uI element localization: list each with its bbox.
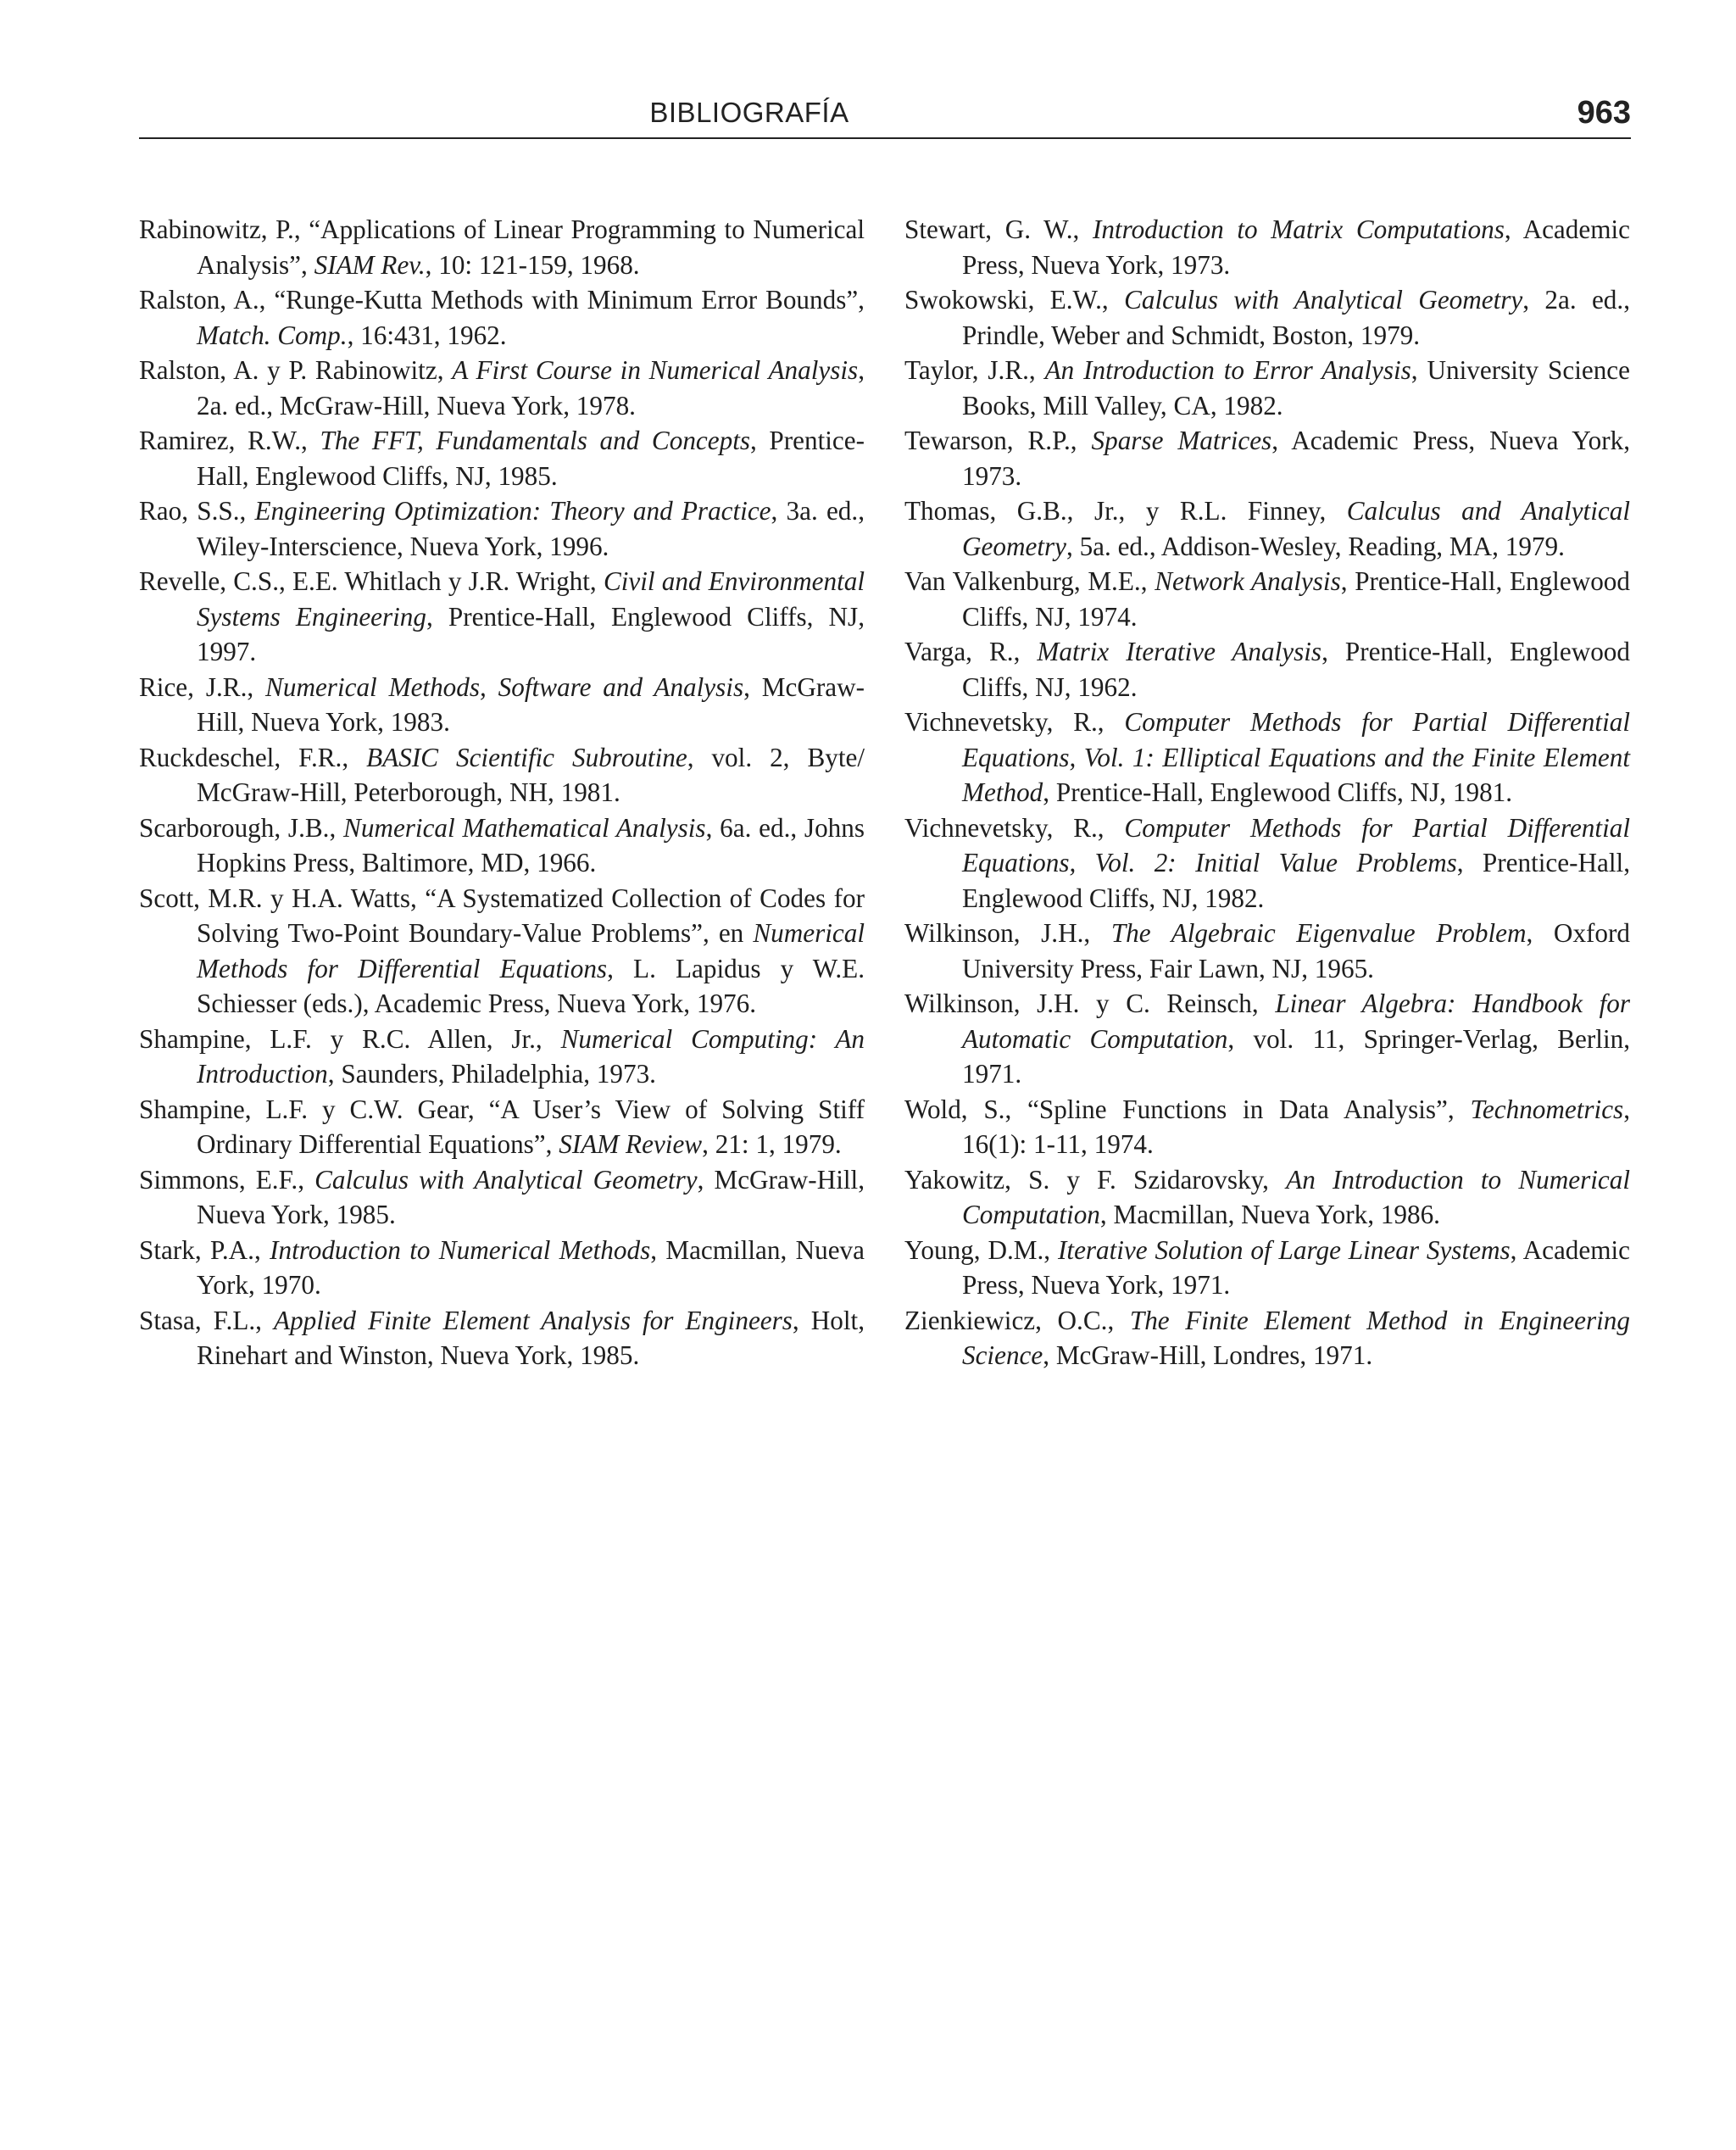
entry-work-title: SIAM Review [559,1129,703,1159]
entry-publication-details: , Academic Press, Nueva York, 1973. [962,214,1630,280]
entry-author: Scott, M.R. y H.A. Watts, [139,883,426,913]
entry-article-title: “A Systematized Collection of Codes for Solving Two-Point Boundary-Value Problems”, en [197,883,865,948]
entry-author: Vichnevetsky, R., [904,812,1125,843]
entry-publication-details: , 2a. ed., Prindle, Weber and Schmidt, Boston, 1979. [962,285,1630,350]
page-number: 963 [1577,95,1631,131]
bibliography-entry [904,705,1630,810]
bibliography-entry [139,810,865,881]
entry-publication-details: , Macmillan, Nueva York, 1986. [1099,1200,1440,1229]
entry-author: Simmons, E.F., [139,1164,315,1195]
entry-author: Ralston, A. y P. Rabinowitz, [139,355,453,385]
entry-work-title: SIAM Rev. [314,249,426,280]
bibliography-entry [904,986,1630,1092]
entry-publication-details: , Macmillan, Nueva York, 1970. [197,1234,865,1300]
entry-author: Stasa, F.L., [139,1305,275,1335]
entry-author: Ralston, A., [139,285,275,315]
entry-publication-details: , Saunders, Philadelphia, 1973. [327,1059,656,1089]
bibliography-entry [139,423,865,493]
entry-article-title: “Runge-Kutta Methods with Minimum Error Bounds”, [274,285,865,315]
entry-author: Rice, J.R., [139,671,266,702]
bibliography-entry [904,353,1630,423]
entry-author: Shampine, L.F. y C.W. Gear, [139,1094,489,1124]
entry-work-title: Introduction to Numerical Methods [270,1234,651,1265]
bibliography-entry [139,1092,865,1162]
entry-author: Rabinowitz, P., [139,214,309,244]
entry-publication-details: , University Science Books, Mill Valley, CA, 1982. [962,355,1630,421]
entry-author: Revelle, C.S., E.E. Whitlach y J.R. Wright, [139,566,604,596]
entry-publication-details: , Academic Press, Nueva York, 1971. [962,1234,1631,1300]
entry-author: Scarborough, J.B., [139,812,344,843]
entry-publication-details: , Prentice-Hall, Englewood Cliffs, NJ, 1981. [1043,777,1513,807]
entry-publication-details: , Prentice-Hall, Englewood Cliffs, NJ, 1974. [962,566,1630,632]
bibliography-entry [139,282,865,353]
entry-author: Young, D.M., [904,1234,1059,1265]
entry-publication-details: , vol. 11, Springer-Verlag, Berlin, 1971. [962,1023,1630,1089]
entry-author: Swokowski, E.W., [904,285,1125,315]
entry-publication-details: , McGraw-Hill, Nueva York, 1985. [197,1164,865,1229]
entry-work-title: Calculus with Analytical Geometry [314,1164,698,1195]
entry-publication-details: , McGraw-Hill, Nueva York, 1983. [197,671,865,737]
entry-work-title: The Algebraic Eigenvalue Problem [1110,918,1527,948]
bibliography-entry [139,1303,865,1373]
entry-author: Thomas, G.B., Jr., y R.L. Finney, [904,496,1347,526]
page-header [139,95,1631,139]
entry-work-title: Calculus and Analytical Geometry [962,496,1630,561]
bibliography-entry [904,1233,1630,1303]
bibliography-entry [139,212,865,282]
entry-work-title: The FFT, Fundamentals and Concepts [320,426,750,455]
entry-publication-details: , 16:431, 1962. [347,320,507,350]
entry-article-title: “Applications of Linear Programming to Numerical Analysis”, [197,214,865,280]
entry-publication-details: , 6a. ed., Johns Hopkins Press, Baltimore, MD, 1966. [197,812,865,877]
entry-publication-details: , Prentice-Hall, Englewood Cliffs, NJ, 1982. [962,848,1630,913]
entry-publication-details: , 21: 1, 1979. [702,1129,842,1159]
bibliography-entry [139,740,865,810]
entry-publication-details: , McGraw-Hill, Londres, 1971. [1043,1340,1373,1370]
bibliography-entry [139,564,865,670]
bibliography-entry [904,212,1630,282]
entry-work-title: Introduction to Matrix Computations [1092,214,1505,244]
entry-author: Ramirez, R.W., [139,426,320,455]
bibliography-left-column [139,212,865,1373]
entry-publication-details: , Prentice-Hall, Englewood Cliffs, NJ, 1985. [197,426,865,491]
entry-author: Wold, S., [904,1094,1027,1124]
entry-work-title: Engineering Optimization: Theory and Practice [254,496,771,526]
entry-author: Varga, R., [904,637,1038,666]
bibliography-entry [904,564,1630,634]
bibliography-entry [904,423,1630,493]
entry-publication-details: , 5a. ed., Addison-Wesley, Reading, MA, 1979. [1066,531,1565,561]
entry-work-title: BASIC Scientific Subroutine [366,742,687,772]
entry-author: Van Valkenburg, M.E., [904,566,1155,596]
bibliography-entry [904,810,1630,916]
bibliography-entry [139,881,865,1022]
entry-author: Vichnevetsky, R., [904,707,1125,737]
entry-work-title: Network Analysis [1155,566,1341,596]
bibliography-entry [139,670,865,740]
entry-author: Stark, P.A., [139,1234,270,1265]
entry-publication-details: , 3a. ed., Wiley-Interscience, Nueva York, 1996. [197,496,865,561]
bibliography-entry [904,282,1630,353]
entry-author: Taylor, J.R., [904,355,1045,385]
entry-work-title: An Introduction to Numerical Computation [962,1164,1630,1229]
entry-work-title: Calculus with Analytical Geometry [1124,285,1523,315]
bibliography-entry [904,493,1630,564]
entry-work-title: The Finite Element Method in Engineering Science [962,1305,1630,1370]
entry-work-title: Iterative Solution of Large Linear Systems [1058,1234,1511,1265]
entry-work-title: Civil and Environmental Systems Engineering [197,566,865,632]
bibliography-entry [904,1162,1630,1233]
entry-work-title: Sparse Matrices [1091,426,1272,455]
running-title: BIBLIOGRAFÍA [649,97,849,128]
entry-publication-details: , 2a. ed., McGraw-Hill, Nueva York, 1978. [197,355,865,421]
entry-author: Ruckdeschel, F.R., [139,742,367,772]
bibliography-entry [904,916,1630,986]
entry-publication-details: , Academic Press, Nueva York, 1973. [962,426,1631,491]
entry-author: Tewarson, R.P., [904,426,1092,455]
entry-work-title: Numerical Mathematical Analysis [343,812,706,843]
entry-publication-details: , Holt, Rinehart and Winston, Nueva York, 1985. [197,1305,865,1370]
entry-publication-details: , Prentice-Hall, Englewood Cliffs, NJ, 1962. [962,637,1630,702]
entry-work-title: Matrix Iterative Analysis [1037,637,1322,666]
entry-work-title: Applied Finite Element Analysis for Engineers [274,1305,793,1335]
entry-work-title: An Introduction to Error Analysis [1044,355,1411,385]
entry-author: Shampine, L.F. y R.C. Allen, Jr., [139,1023,561,1054]
entry-publication-details: , 10: 121-159, 1968. [425,249,640,280]
entry-publication-details: , Oxford University Press, Fair Lawn, NJ, 1965. [962,918,1630,983]
entry-article-title: “Spline Functions in Data Analysis”, [1027,1094,1471,1124]
bibliography-right-column [904,212,1630,1373]
bibliography-entry [139,1162,865,1233]
bibliography-entry [904,1092,1630,1162]
entry-work-title: Numerical Methods for Differential Equations [197,918,865,983]
entry-work-title: Technometrics [1470,1094,1624,1124]
entry-work-title: Numerical Methods, Software and Analysis [265,671,744,702]
entry-article-title: “A User’s View of Solving Stiff Ordinary Differential Equations”, [197,1094,865,1159]
bibliography-entry [139,493,865,564]
entry-author: Yakowitz, S. y F. Szidarovsky, [904,1164,1287,1195]
entry-work-title: Match. Comp. [197,320,348,350]
entry-publication-details: , vol. 2, Byte/ McGraw-Hill, Peterborough, NH, 1981. [197,742,865,807]
entry-author: Stewart, G. W., [904,214,1093,244]
bibliography-entry [904,1303,1630,1373]
entry-author: Rao, S.S., [139,496,255,526]
bibliography-entry [139,1022,865,1092]
entry-author: Wilkinson, J.H., [904,918,1111,948]
entry-work-title: Numerical Computing: An Introduction [197,1023,865,1089]
entry-author: Zienkiewicz, O.C., [904,1305,1130,1335]
entry-work-title: Linear Algebra: Handbook for Automatic Computation [962,989,1630,1054]
entry-work-title: A First Course in Numerical Analysis [452,355,859,385]
entry-work-title: Computer Methods for Partial Differential Equations, Vol. 2: Initial Value Problems [962,812,1630,877]
entry-publication-details: , L. Lapidus y W.E. Schiesser (eds.), Academic Press, Nueva York, 1976. [197,953,865,1018]
bibliography-entry [139,353,865,423]
entry-author: Wilkinson, J.H. y C. Reinsch, [904,989,1276,1018]
bibliography-entry [904,634,1630,705]
bibliography-entry [139,1233,865,1303]
entry-publication-details: , 16(1): 1-11, 1974. [962,1094,1630,1159]
entry-work-title: Computer Methods for Partial Differential Equations, Vol. 1: Elliptical Equations and the Finite Element Method [962,707,1630,807]
entry-publication-details: , Prentice-Hall, Englewood Cliffs, NJ, 1997. [197,601,865,666]
